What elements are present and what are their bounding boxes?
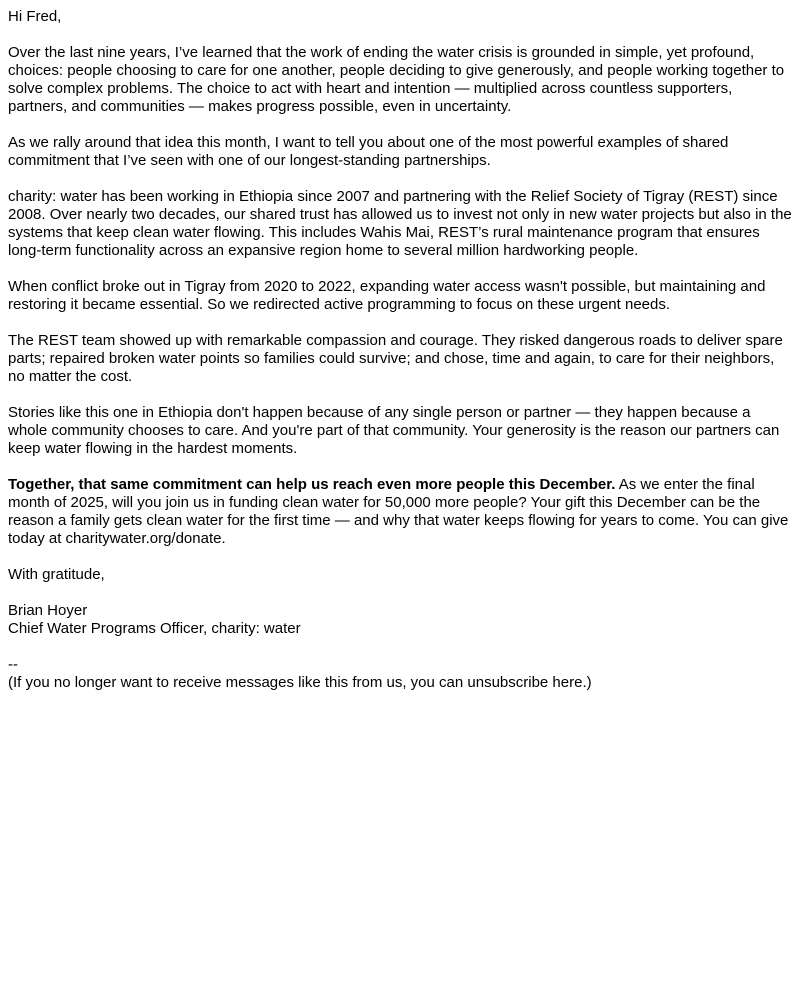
email-paragraph-1: Over the last nine years, I’ve learned that the work of ending the water crisis is grounded in simple, yet profound, choices: people choosing to care for one another, people deciding to give generously, and people working together to solve complex problems. The choice to act with heart and intention — multiplied across countless supporters, partners, and communities — makes progress possible, even in uncertainty. [8,44,785,115]
email-paragraph-2: As we rally around that idea this month, I want to tell you about one of the most powerful examples of shared commitment that I’ve seen with one of our longest-standing partnerships. [8,134,729,169]
email-signature [8,602,792,638]
email-paragraph-4: When conflict broke out in Tigray from 2020 to 2022, expanding water access wasn't possible, but maintaining and restoring it became essential. So we redirected active programming to focus on these urgent needs. [8,278,766,313]
signature-title: Chief Water Programs Officer, charity: water [8,620,301,637]
call-to-action-body: As we enter the final month of 2025, will you join us in funding clean water for 50,000 more people? Your gift this December can be the reason a family gets clean water for the first time — and why that water keeps flowing for years to come. You can give today at charitywater.org/donate. [8,476,789,547]
email-call-to-action [8,476,792,548]
unsubscribe-note: (If you no longer want to receive messages like this from us, you can unsubscribe here.) [8,674,592,691]
email-paragraph-5: The REST team showed up with remarkable compassion and courage. They risked dangerous roads to deliver spare parts; repaired broken water points so families could survive; and chose, time and again, to care for their neighbors, no matter the cost. [8,332,783,385]
footer-divider: -- [8,656,18,673]
email-greeting: Hi Fred, [8,8,62,25]
call-to-action-emphasis: Together, that same commitment can help us reach even more people this December. [8,476,616,493]
email-paragraph-6: Stories like this one in Ethiopia don't happen because of any single person or partner — they happen because a whole community chooses to care. And you're part of that community. Your generosity is the reason our partners can keep water flowing in the hardest moments. [8,404,780,457]
signature-name: Brian Hoyer [8,602,88,619]
email-closing: With gratitude, [8,566,105,583]
email-footer [8,656,792,692]
email-paragraph-3: charity: water has been working in Ethiopia since 2007 and partnering with the Relief Society of Tigray (REST) since 2008. Over nearly two decades, our shared trust has allowed us to invest not only in new water projects but also in the systems that keep clean water flowing. This includes Wahis Mai, REST’s rural maintenance program that ensures long-term functionality across an expansive region home to several million hardworking people. [8,188,792,259]
